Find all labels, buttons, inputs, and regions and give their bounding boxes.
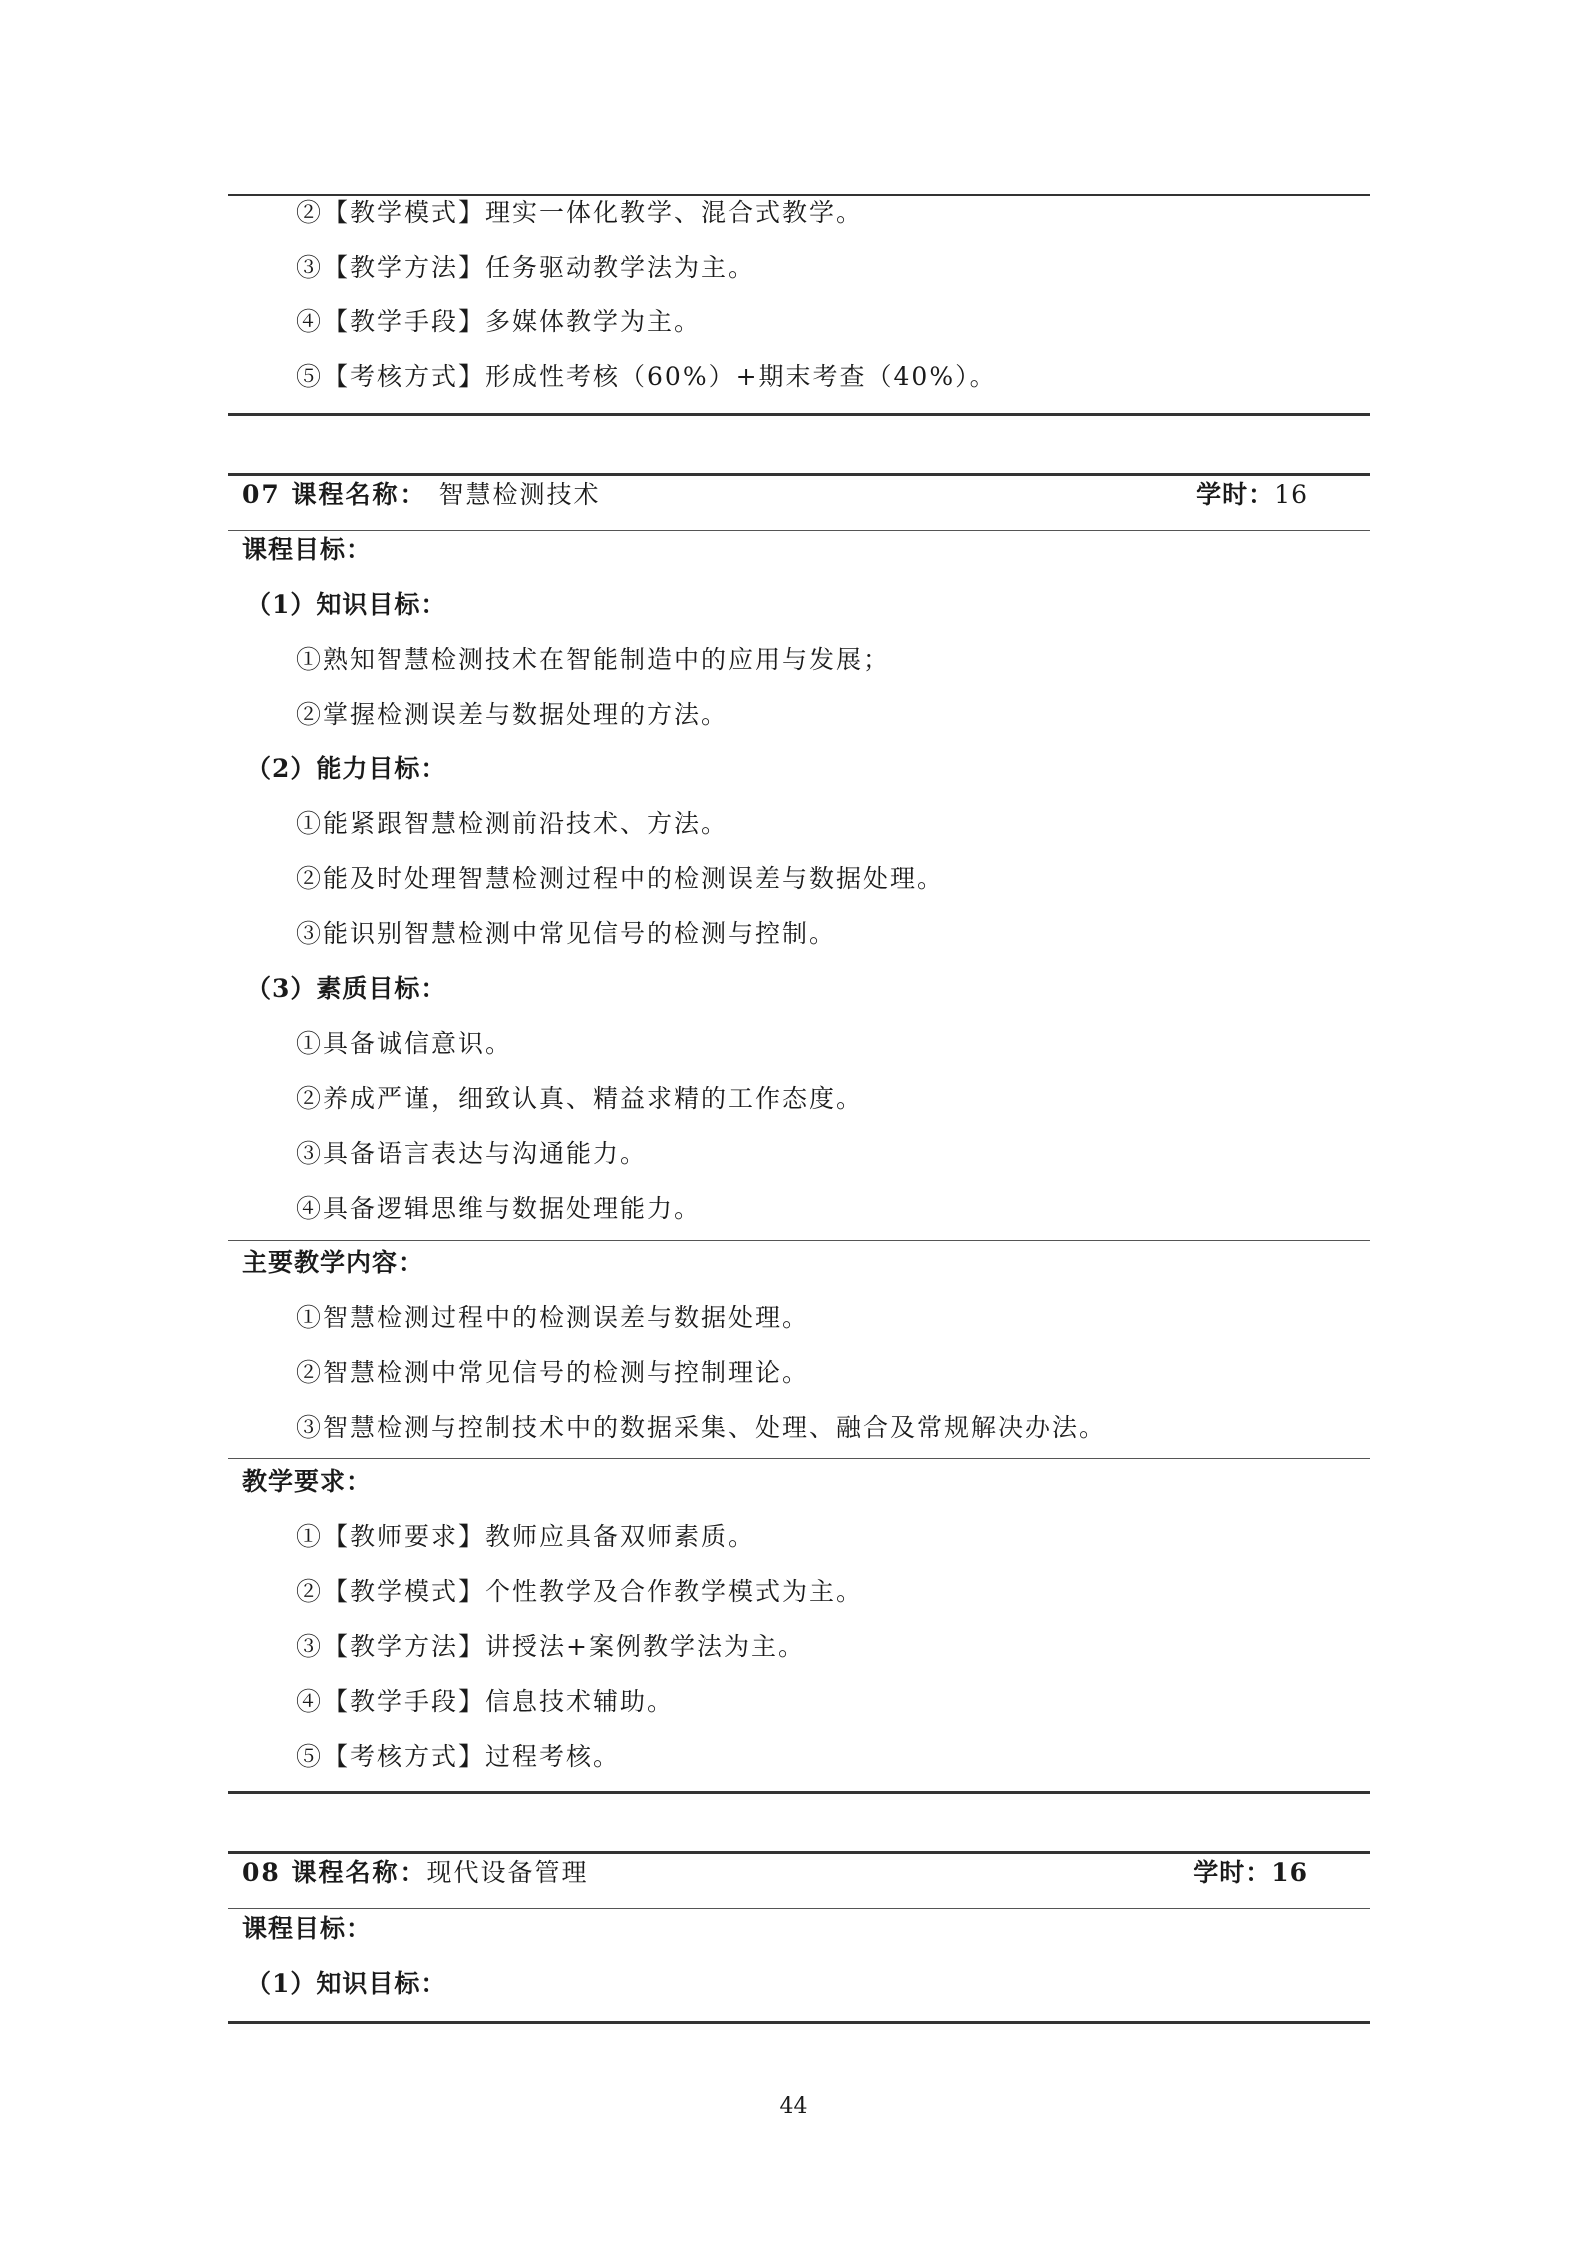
list-item: ①【教师要求】教师应具备双师素质。 — [296, 1522, 756, 1551]
course-hours — [1193, 1846, 1308, 1900]
hours-value: 16 — [1274, 480, 1308, 509]
hours-value: 16 — [1271, 1858, 1308, 1887]
list-item: ⑤【考核方式】形成性考核（60%）+期末考查（40%）。 — [296, 362, 997, 391]
ability-heading: （2）能力目标： — [246, 754, 447, 783]
goals-heading: 课程目标： — [242, 535, 373, 564]
page-number: 44 — [779, 2094, 808, 2119]
list-item: ①具备诚信意识。 — [296, 1029, 513, 1058]
hours-label: 学时： — [1193, 1858, 1272, 1887]
course-name: 现代设备管理 — [426, 1858, 589, 1887]
list-item: ②养成严谨，细致认真、精益求精的工作态度。 — [296, 1084, 864, 1113]
quality-heading: （3）素质目标： — [246, 974, 447, 1003]
list-item: ③能识别智慧检测中常见信号的检测与控制。 — [296, 919, 837, 948]
list-item: ③具备语言表达与沟通能力。 — [296, 1139, 648, 1168]
list-item: ②掌握检测误差与数据处理的方法。 — [296, 700, 729, 729]
requirements-heading: 教学要求： — [242, 1467, 373, 1496]
list-item: ①能紧跟智慧检测前沿技术、方法。 — [296, 809, 729, 838]
section-end-rule — [228, 2021, 1370, 2024]
list-item: ③智慧检测与控制技术中的数据采集、处理、融合及常规解决办法。 — [296, 1413, 1107, 1442]
course-08-section — [228, 0, 1370, 2030]
hours-label: 学时： — [1196, 480, 1275, 509]
list-item: ①智慧检测过程中的检测误差与数据处理。 — [296, 1303, 810, 1332]
course-title-row — [242, 1846, 589, 1900]
knowledge-heading: （1）知识目标： — [246, 590, 447, 619]
list-item: ②【教学模式】个性教学及合作教学模式为主。 — [296, 1577, 864, 1606]
list-item: ④具备逻辑思维与数据处理能力。 — [296, 1194, 702, 1223]
list-item: ③【教学方法】任务驱动教学法为主。 — [296, 253, 756, 282]
list-item: ②能及时处理智慧检测过程中的检测误差与数据处理。 — [296, 864, 945, 893]
course-code-label: 07 课程名称： — [242, 480, 427, 509]
list-item: ③【教学方法】讲授法+案例教学法为主。 — [296, 1632, 805, 1661]
list-item: ④【教学手段】多媒体教学为主。 — [296, 307, 702, 336]
list-item: ②智慧检测中常见信号的检测与控制理论。 — [296, 1358, 810, 1387]
content-heading: 主要教学内容： — [242, 1248, 425, 1277]
list-item: ⑤【考核方式】过程考核。 — [296, 1742, 621, 1771]
course-code-label: 08 课程名称： — [242, 1858, 427, 1887]
list-item: ①熟知智慧检测技术在智能制造中的应用与发展； — [296, 645, 891, 674]
course-name: 智慧检测技术 — [438, 480, 601, 509]
knowledge-heading: （1）知识目标： — [246, 1969, 447, 1998]
divider — [228, 1908, 1370, 1909]
list-item: ②【教学模式】理实一体化教学、混合式教学。 — [296, 198, 864, 227]
list-item: ④【教学手段】信息技术辅助。 — [296, 1687, 675, 1716]
goals-heading: 课程目标： — [242, 1914, 373, 1943]
